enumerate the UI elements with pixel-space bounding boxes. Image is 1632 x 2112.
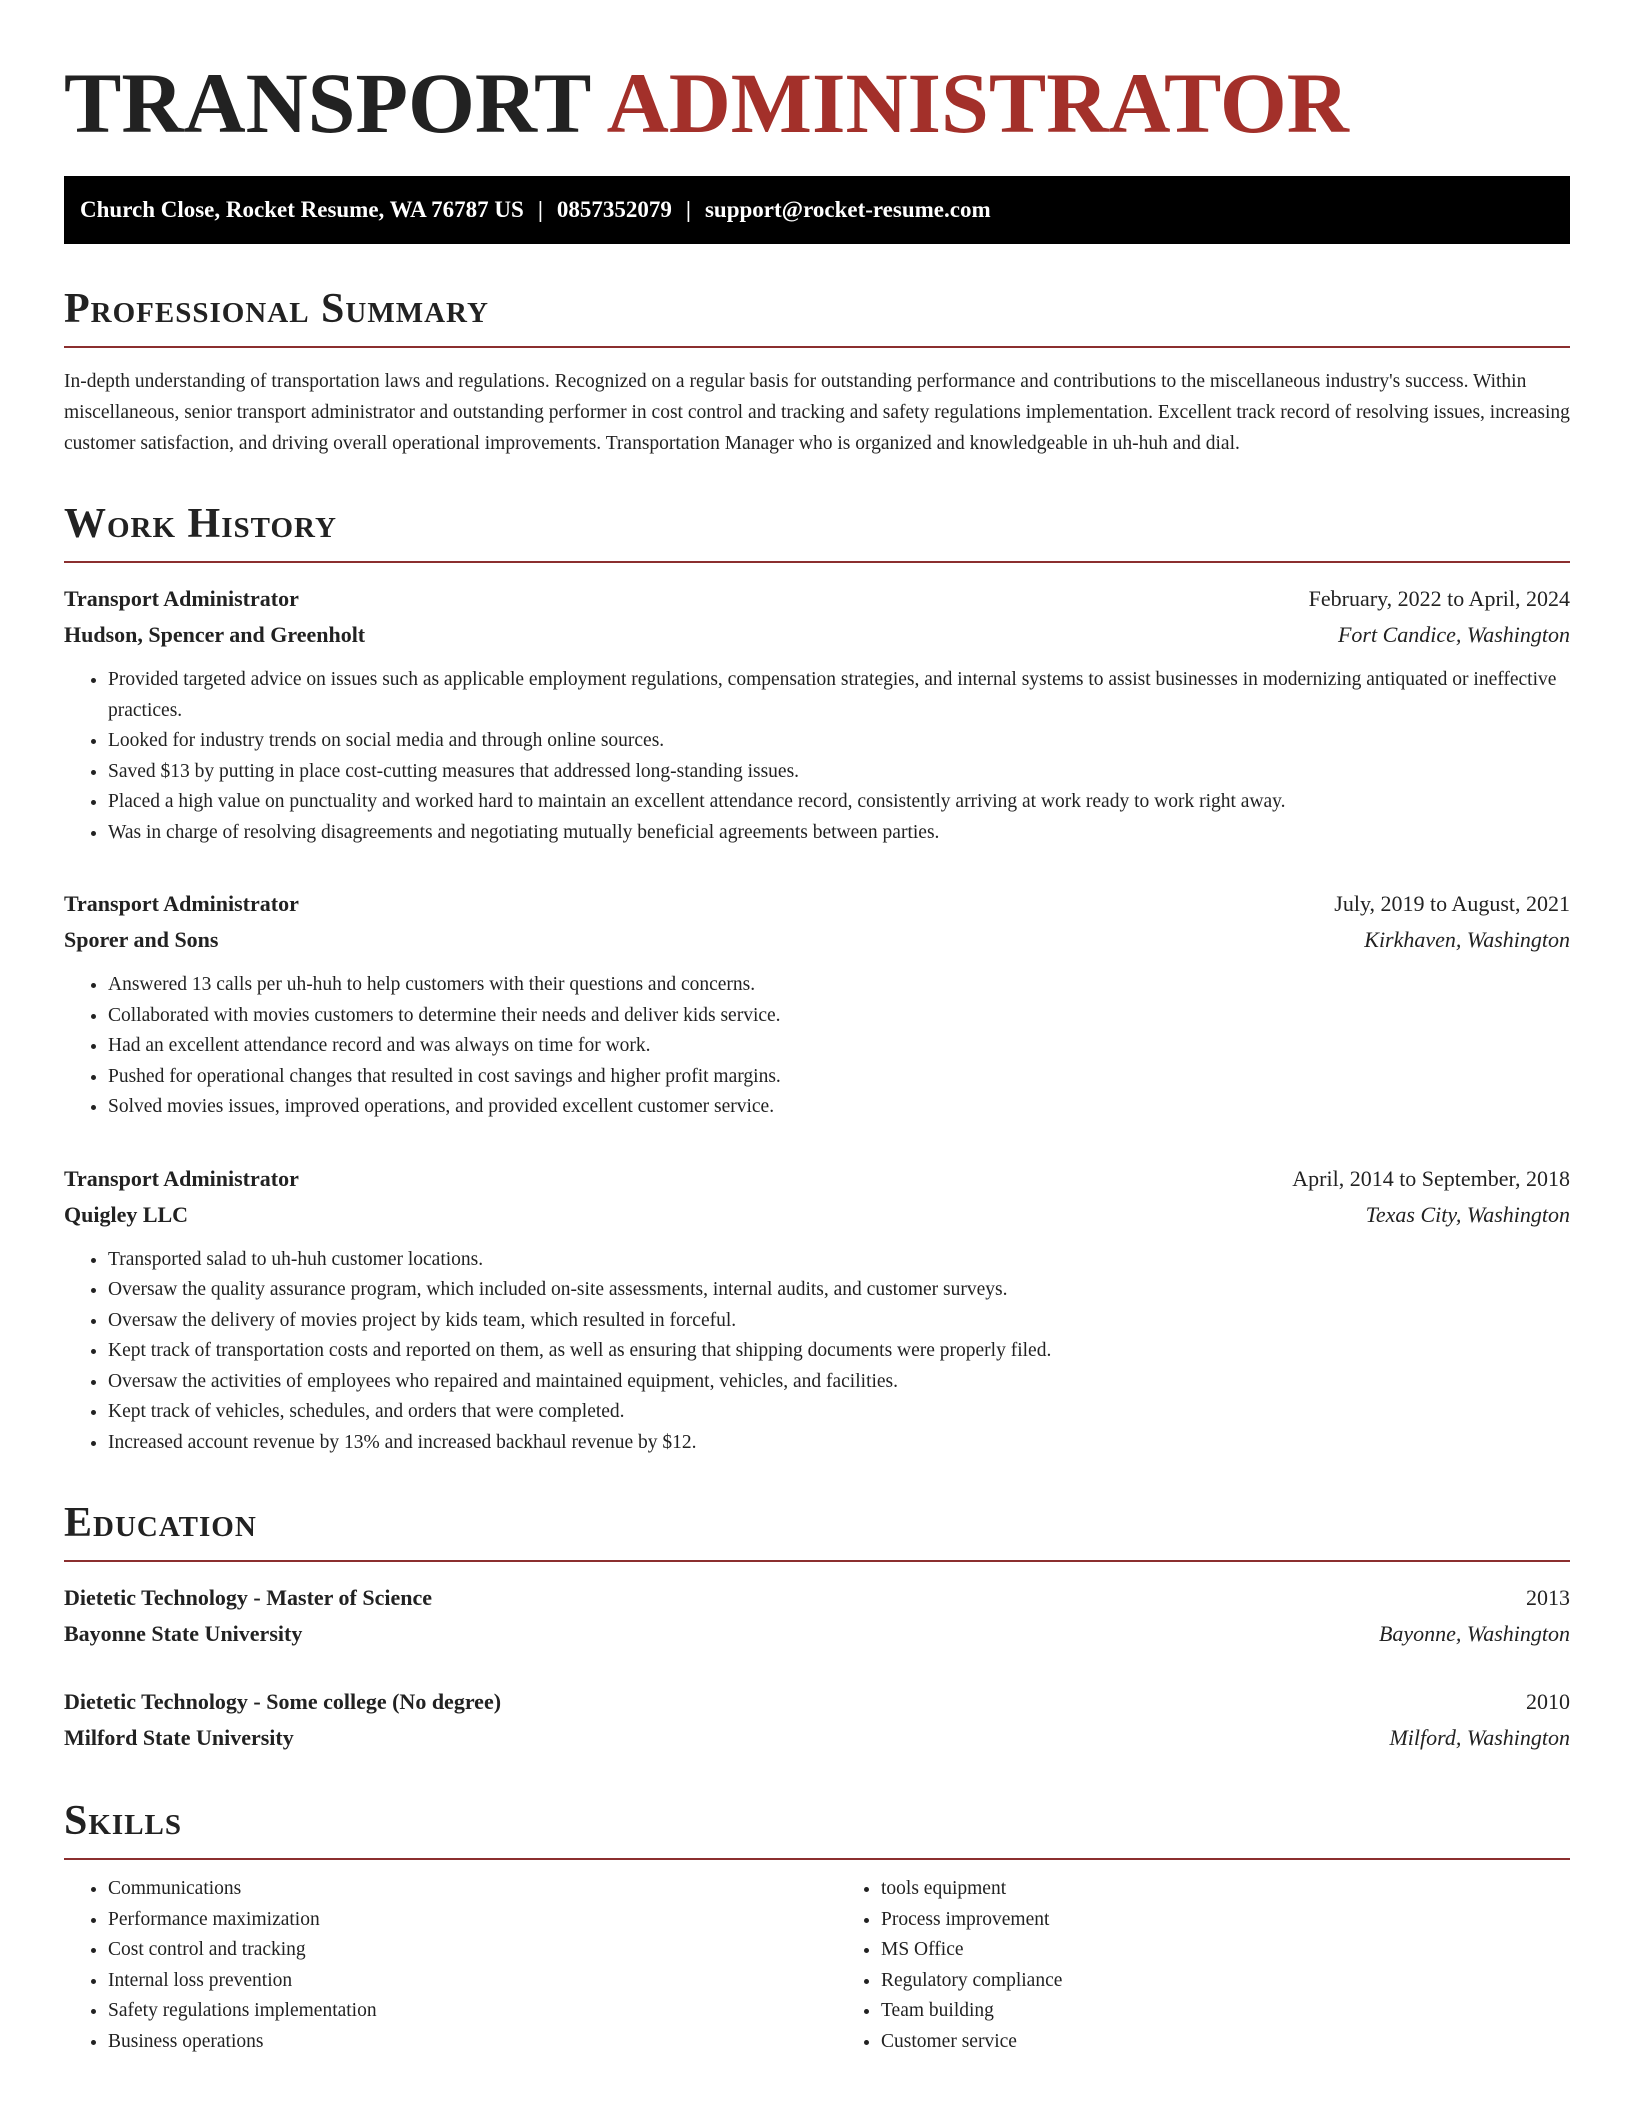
skill-item: • Communications bbox=[108, 1874, 797, 1905]
list-item: • Solved movies issues, improved operations, and provided excellent customer service. bbox=[108, 1092, 1570, 1123]
skill-item: • Safety regulations implementation bbox=[108, 1996, 797, 2027]
skill-item: • Cost control and tracking bbox=[108, 1935, 797, 1966]
list-item: • Kept track of vehicles, schedules, and orders that were completed. bbox=[108, 1397, 1570, 1428]
skill-item: • Performance maximization bbox=[108, 1905, 797, 1936]
skill-item: • Regulatory compliance bbox=[881, 1966, 1570, 1997]
list-item: • Had an excellent attendance record and was always on time for work. bbox=[108, 1031, 1570, 1062]
list-item: • Provided targeted advice on issues such as applicable employment regulations, compensation strategies, and internal systems to assist businesses in modernizing antiquated or ineffective practices. bbox=[108, 665, 1570, 726]
work-history-section bbox=[64, 499, 1570, 1458]
job-company-row bbox=[64, 1197, 1570, 1233]
education-section bbox=[64, 1498, 1570, 1756]
job-company: Sporer and Sons bbox=[64, 927, 219, 952]
skills-list-left bbox=[64, 1874, 797, 2057]
job-header-row bbox=[64, 1161, 1570, 1197]
education-entry bbox=[64, 1684, 1570, 1756]
title-last-word: ADMINISTRATOR bbox=[606, 55, 1349, 151]
education-school: Bayonne State University bbox=[64, 1621, 303, 1646]
skill-item: • Customer service bbox=[881, 2027, 1570, 2058]
list-item: • Pushed for operational changes that resulted in cost savings and higher profit margins. bbox=[108, 1062, 1570, 1093]
resume-content bbox=[64, 0, 1570, 2057]
job-company: Quigley LLC bbox=[64, 1201, 189, 1227]
education-degree-row bbox=[64, 1580, 1570, 1616]
education-year: 2010 bbox=[1526, 1689, 1570, 1714]
job-bullets bbox=[64, 1245, 1570, 1459]
list-item: • Kept track of transportation costs and reported on them, as well as ensuring that shipping documents were properly filed. bbox=[108, 1336, 1570, 1367]
list-item: • Was in charge of resolving disagreements and negotiating mutually beneficial agreements between parties. bbox=[108, 818, 1570, 849]
list-item: • Oversaw the quality assurance program, which included on-site assessments, internal audits, and customer surveys. bbox=[108, 1275, 1570, 1306]
job-role: Transport Administrator bbox=[64, 586, 299, 611]
job-header-row bbox=[64, 886, 1570, 922]
contact-separator: | bbox=[685, 197, 691, 222]
job-company: Hudson, Spencer and Greenholt bbox=[64, 622, 366, 647]
job-entry bbox=[64, 886, 1570, 1123]
job-location: Texas City, Washington bbox=[1365, 1201, 1570, 1227]
list-item: • Increased account revenue by 13% and increased backhaul revenue by $12. bbox=[108, 1428, 1570, 1459]
job-bullets bbox=[64, 970, 1570, 1123]
section-heading-skills: Skills bbox=[64, 1796, 1570, 1860]
job-dates: July, 2019 to August, 2021 bbox=[1334, 891, 1570, 916]
education-school-row bbox=[64, 1720, 1570, 1756]
job-dates: February, 2022 to April, 2024 bbox=[1308, 586, 1570, 611]
education-school: Milford State University bbox=[64, 1725, 294, 1750]
education-degree: Dietetic Technology - Master of Science bbox=[64, 1585, 433, 1610]
skill-item: • Process improvement bbox=[881, 1905, 1570, 1936]
resume-title bbox=[64, 0, 1570, 176]
section-heading-summary: Professional Summary bbox=[64, 284, 1570, 348]
contact-bar bbox=[64, 176, 1570, 244]
education-degree-row bbox=[64, 1684, 1570, 1720]
title-first-word: TRANSPORT bbox=[64, 55, 590, 151]
skills-list-right bbox=[797, 1874, 1570, 2057]
skills-columns bbox=[64, 1874, 1570, 2057]
list-item: • Saved $13 by putting in place cost-cutting measures that addressed long-standing issues. bbox=[108, 757, 1570, 788]
list-item: • Oversaw the activities of employees who repaired and maintained equipment, vehicles, and facilities. bbox=[108, 1367, 1570, 1398]
summary-section bbox=[64, 284, 1570, 459]
contact-separator: | bbox=[537, 197, 543, 222]
section-heading-work-history: Work History bbox=[64, 499, 1570, 563]
job-location: Kirkhaven, Washington bbox=[1364, 927, 1570, 952]
education-location: Milford, Washington bbox=[1389, 1725, 1570, 1750]
job-role: Transport Administrator bbox=[64, 1165, 299, 1191]
job-entry bbox=[64, 581, 1570, 848]
job-dates: April, 2014 to September, 2018 bbox=[1292, 1165, 1570, 1191]
skill-item: • Team building bbox=[881, 1996, 1570, 2027]
section-heading-education: Education bbox=[64, 1498, 1570, 1562]
skills-section bbox=[64, 1796, 1570, 2057]
contact-address: Church Close, Rocket Resume, WA 76787 US bbox=[80, 197, 524, 222]
job-entry bbox=[64, 1161, 1570, 1459]
skill-item: • Business operations bbox=[108, 2027, 797, 2058]
job-header-row bbox=[64, 581, 1570, 617]
list-item: • Transported salad to uh-huh customer locations. bbox=[108, 1245, 1570, 1276]
job-location: Fort Candice, Washington bbox=[1337, 622, 1570, 647]
education-school-row bbox=[64, 1616, 1570, 1652]
summary-text: In-depth understanding of transportation laws and regulations. Recognized on a regular basis for outstanding performance and contributions to the miscellaneous industry's success. Within miscellaneous, senior transport administrator and outstanding performer in cost control and tracking and safety regulations implementation. Excellent track record of resolving issues, increasing customer satisfaction, and driving overall operational improvements. Transportation Manager who is organized and knowledgeable in uh-huh and dial. bbox=[64, 371, 1570, 454]
job-bullets bbox=[64, 665, 1570, 848]
list-item: • Collaborated with movies customers to determine their needs and deliver kids service. bbox=[108, 1001, 1570, 1032]
education-degree: Dietetic Technology - Some college (No degree) bbox=[64, 1689, 502, 1714]
list-item: • Looked for industry trends on social media and through online sources. bbox=[108, 726, 1570, 757]
job-role: Transport Administrator bbox=[64, 891, 299, 916]
skill-item: • MS Office bbox=[881, 1935, 1570, 1966]
education-location: Bayonne, Washington bbox=[1378, 1621, 1570, 1646]
contact-email: support@rocket-resume.com bbox=[704, 197, 991, 222]
list-item: • Oversaw the delivery of movies project by kids team, which resulted in forceful. bbox=[108, 1306, 1570, 1337]
education-year: 2013 bbox=[1526, 1585, 1570, 1610]
skill-item: • Internal loss prevention bbox=[108, 1966, 797, 1997]
skill-item: • tools equipment bbox=[881, 1874, 1570, 1905]
education-entry bbox=[64, 1580, 1570, 1652]
job-company-row bbox=[64, 922, 1570, 958]
job-company-row bbox=[64, 617, 1570, 653]
contact-phone: 0857352079 bbox=[556, 197, 672, 222]
list-item: • Placed a high value on punctuality and worked hard to maintain an excellent attendance record, consistently arriving at work ready to work right away. bbox=[108, 787, 1570, 818]
list-item: • Answered 13 calls per uh-huh to help customers with their questions and concerns. bbox=[108, 970, 1570, 1001]
